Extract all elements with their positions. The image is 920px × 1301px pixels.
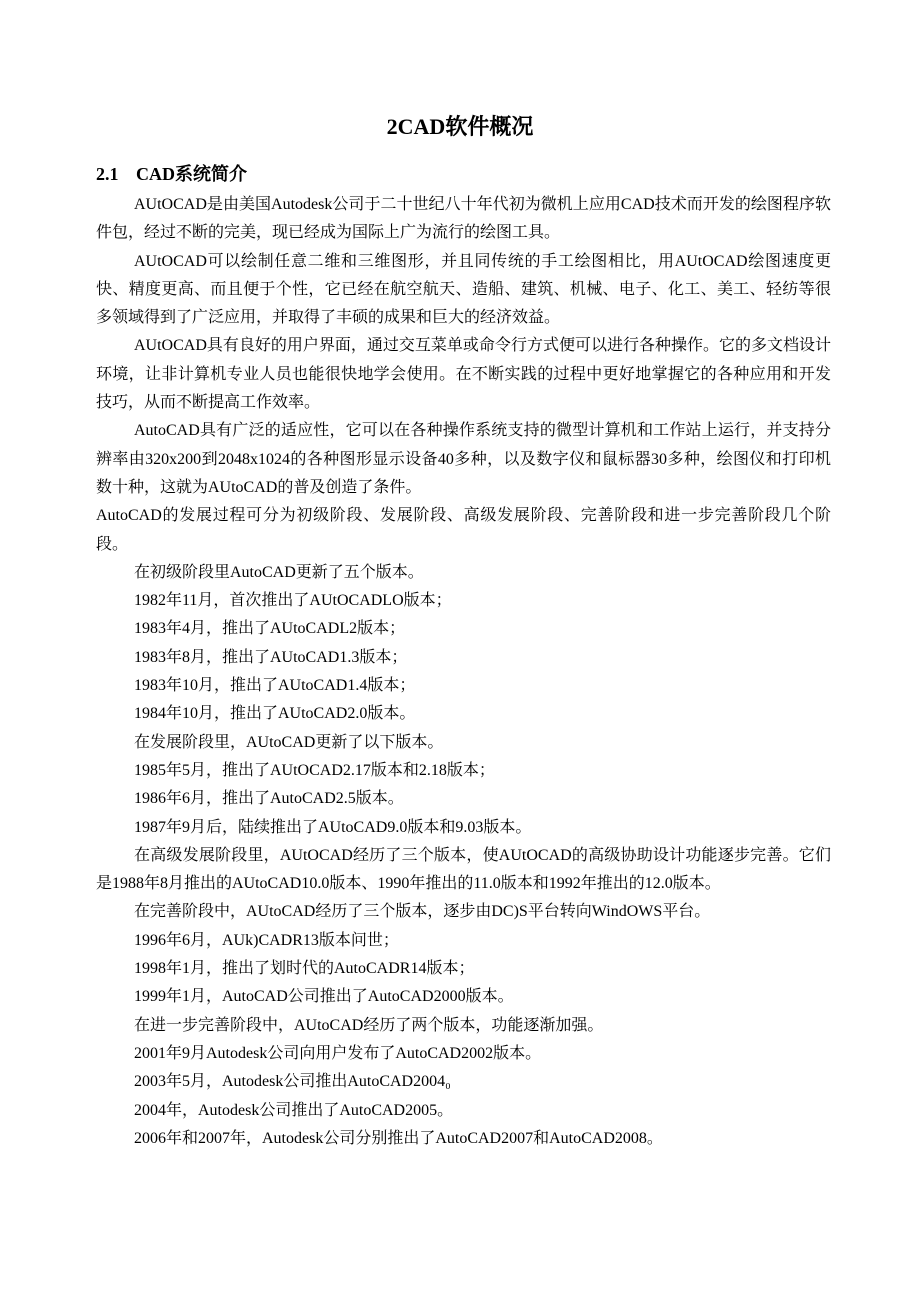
paragraph: 1999年1月，AutoCAD公司推出了AutoCAD2000版本。 xyxy=(134,988,514,1006)
document-title: 2CAD软件概况 xyxy=(386,114,534,139)
paragraph: 1984年10月，推出了AUtoCAD2.0版本。 xyxy=(134,705,416,723)
paragraph: 1982年11月，首次推出了AUtOCADLO版本； xyxy=(134,592,452,610)
paragraph: 1987年9月后，陆续推出了AUtoCAD9.0版本和9.03版本。 xyxy=(134,818,532,836)
section-heading xyxy=(96,160,247,188)
paragraph: 在发展阶段里，AUtoCAD更新了以下版本。 xyxy=(134,733,444,751)
paragraph: 在初级阶段里AutoCAD更新了五个版本。 xyxy=(134,563,424,581)
section-title: CAD系统简介 xyxy=(136,164,247,184)
paragraph: AutoCAD的发展过程可分为初级阶段、发展阶段、高级发展阶段、完善阶段和进一步完善阶段几个阶段。 xyxy=(96,507,831,553)
paragraph: 2006年和2007年，Autodesk公司分别推出了AutoCAD2007和AutoCAD2008。 xyxy=(134,1129,663,1147)
paragraph: AutoCAD具有广泛的适应性，它可以在各种操作系统支持的微型计算机和工作站上运行，并支持分辨率由320x200到2048x1024的各种图形显示设备40多种，以及数字仪和鼠标器30多种，绘图仪和打印机数十种，这就为AUtoCAD的普及创造了条件。 xyxy=(96,422,831,496)
paragraph: 1996年6月，AUk)CADR13版本问世； xyxy=(134,931,399,949)
paragraph: 1986年6月，推出了AutoCAD2.5版本。 xyxy=(134,790,404,808)
paragraph: 1983年8月，推出了AUtoCAD1.3版本； xyxy=(134,648,408,666)
paragraph: 1983年10月，推出了AUtoCAD1.4版本； xyxy=(134,677,416,695)
paragraph: 1983年4月，推出了AUtoCADL2版本； xyxy=(134,620,406,638)
section-number: 2.1 xyxy=(96,164,119,184)
paragraph: AUtOCAD可以绘制任意二维和三维图形，并且同传统的手工绘图相比，用AUtOCAD绘图速度更快、精度更高、而且便于个性，它已经在航空航天、造船、建筑、机械、电子、化工、美工、轻纺等很多领域得到了广泛应用，并取得了丰硕的成果和巨大的经济效益。 xyxy=(96,252,831,327)
paragraph: 1985年5月，推出了AUtOCAD2.17版本和2.18版本； xyxy=(134,761,495,779)
paragraph: AUtOCAD具有良好的用户界面，通过交互菜单或命令行方式便可以进行各种操作。它的多文档设计环境，让非计算机专业人员也能很快地学会使用。在不断实践的过程中更好地掌握它的各种应用和开发技巧，从而不断提高工作效率。 xyxy=(96,337,831,412)
paragraph: 在高级发展阶段里，AUtOCAD经历了三个版本，使AUtOCAD的高级协助设计功能逐步完善。它们是1988年8月推出的AUtoCAD10.0版本、1990年推出的11.0版本和1992年推出的12.0版本。 xyxy=(96,846,831,893)
paragraph: 2003年5月，Autodesk公司推出AutoCAD2004₀ xyxy=(134,1073,451,1091)
paragraph: 在进一步完善阶段中，AUtoCAD经历了两个版本，功能逐渐加强。 xyxy=(134,1016,604,1034)
paragraph: 2001年9月Autodesk公司向用户发布了AutoCAD2002版本。 xyxy=(134,1044,542,1062)
paragraph: 2004年，Autodesk公司推出了AutoCAD2005。 xyxy=(134,1101,454,1119)
paragraph: 1998年1月，推出了划时代的AutoCADR14版本； xyxy=(134,960,475,978)
paragraph: 在完善阶段中，AUtoCAD经历了三个版本，逐步由DC)S平台转向WindOWS平台。 xyxy=(134,903,711,921)
paragraph: AUtOCAD是由美国Autodesk公司于二十世纪八十年代初为微机上应用CAD技术而开发的绘图程序软件包，经过不断的完美，现已经成为国际上广为流行的绘图工具。 xyxy=(96,196,831,242)
body-text xyxy=(96,191,831,1153)
